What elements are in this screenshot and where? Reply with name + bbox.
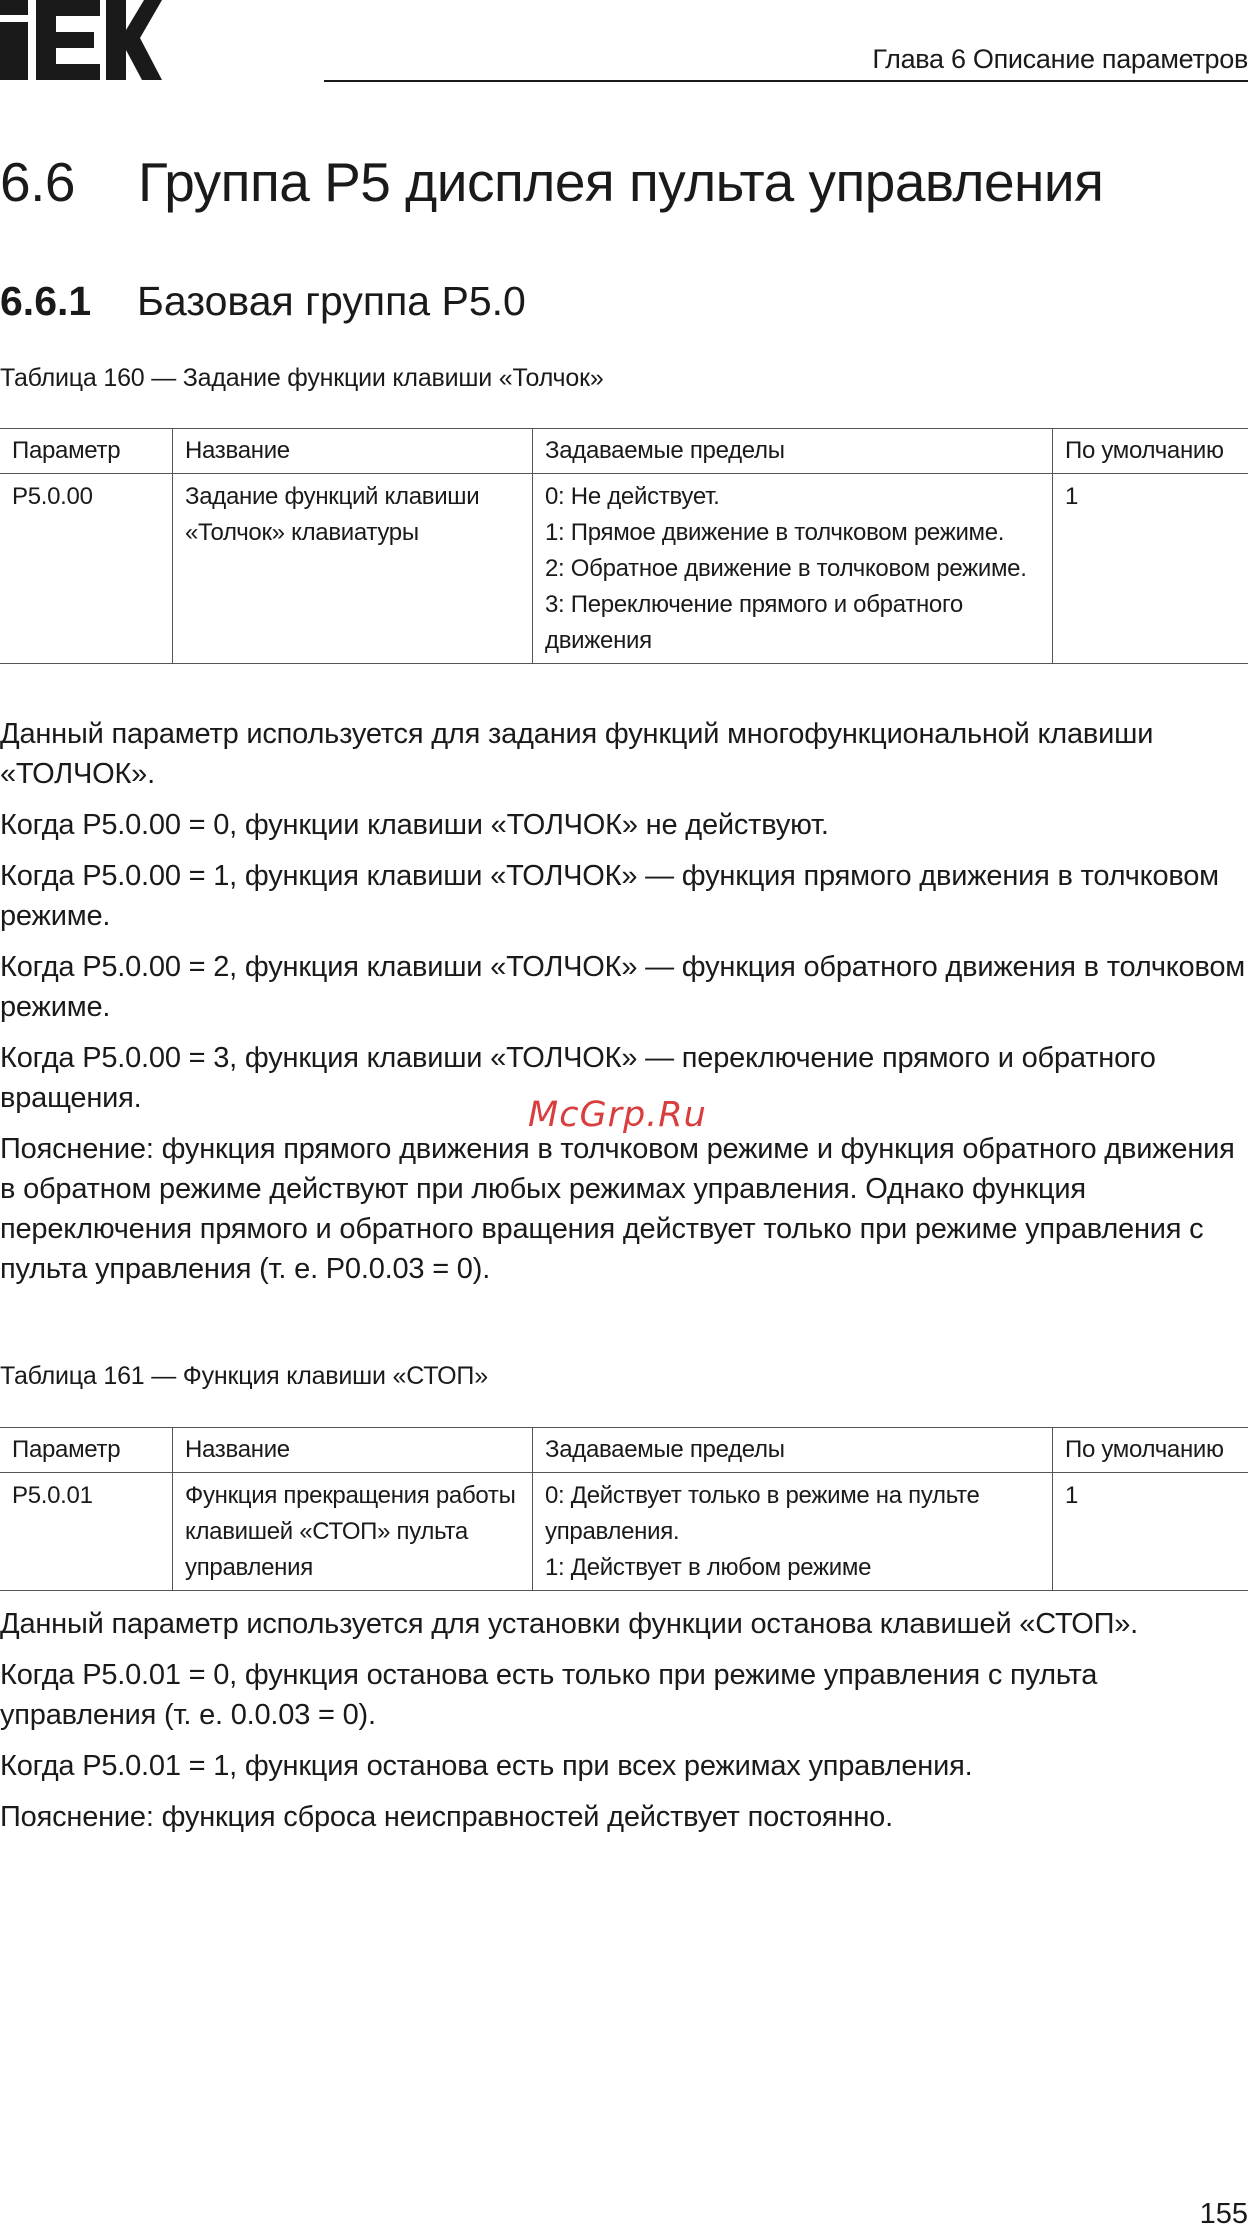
header-range: Задаваемые пределы — [533, 1428, 1053, 1473]
parameter-table-161 — [0, 1427, 1248, 1591]
header-param: Параметр — [0, 429, 173, 474]
header-param: Параметр — [0, 1428, 173, 1473]
chapter-header: Глава 6 Описание параметров — [872, 44, 1248, 74]
paragraph: Когда Р5.0.00 = 0, функции клавиши «ТОЛЧОК» не действуют. — [0, 809, 829, 841]
subsection-heading — [0, 278, 526, 325]
table-caption-160: Таблица 160 — Задание функции клавиши «Толчок» — [0, 364, 604, 392]
paragraph: Данный параметр используется для задания функций многофункциональной клавиши «ТОЛЧОК». — [0, 718, 1154, 790]
paragraph: Когда Р5.0.01 = 0, функция останова есть только при режиме управления с пульта управления (т. е. 0.0.03 = 0). — [0, 1659, 1098, 1731]
paragraph: Данный параметр используется для установки функции останова клавишей «СТОП». — [0, 1608, 1139, 1640]
watermark: McGrp.Ru — [528, 1095, 707, 1135]
paragraph: Когда Р5.0.01 = 1, функция останова есть при всех режимах управления. — [0, 1750, 973, 1782]
range-option: 0: Действует только в режиме на пульте управления. — [545, 1482, 980, 1545]
page-number: 155 — [1199, 2198, 1248, 2230]
section-number: 6.6 — [0, 151, 75, 213]
subsection-title: Базовая группа Р5.0 — [137, 278, 526, 324]
range-option: 2: Обратное движение в толчковом режиме. — [545, 555, 1027, 582]
header-default: По умолчанию — [1053, 1428, 1248, 1473]
header-range: Задаваемые пределы — [533, 429, 1053, 474]
cell-param: Р5.0.01 — [0, 1473, 173, 1591]
table-header-row — [0, 1428, 1248, 1473]
header-default: По умолчанию — [1053, 429, 1248, 474]
table-row — [0, 1473, 1248, 1591]
section-heading — [0, 150, 1103, 214]
header-name: Название — [173, 429, 533, 474]
cell-name: Задание функций клавиши «Толчок» клавиатуры — [173, 474, 533, 664]
range-option: 0: Не действует. — [545, 483, 720, 510]
header-name: Название — [173, 1428, 533, 1473]
description-block-1 — [0, 714, 1248, 1300]
description-block-2 — [0, 1604, 1248, 1848]
section-title: Группа Р5 дисплея пульта управления — [138, 151, 1104, 213]
paragraph: Когда Р5.0.00 = 2, функция клавиши «ТОЛЧОК» — функция обратного движения в толчковом режиме. — [0, 951, 1246, 1023]
table-caption-161: Таблица 161 — Функция клавиши «СТОП» — [0, 1362, 488, 1390]
range-option: 3: Переключение прямого и обратного движения — [545, 591, 963, 654]
cell-range — [533, 1473, 1053, 1591]
paragraph: Когда Р5.0.00 = 1, функция клавиши «ТОЛЧОК» — функция прямого движения в толчковом режиме. — [0, 860, 1219, 932]
cell-param: Р5.0.00 — [0, 474, 173, 664]
parameter-table-160 — [0, 428, 1248, 664]
table-row — [0, 474, 1248, 664]
cell-range — [533, 474, 1053, 664]
range-option: 1: Действует в любом режиме — [545, 1554, 872, 1581]
header-rule — [324, 80, 1248, 82]
range-option: 1: Прямое движение в толчковом режиме. — [545, 519, 1005, 546]
iek-logo — [0, 0, 162, 80]
cell-default: 1 — [1053, 474, 1248, 664]
subsection-number: 6.6.1 — [0, 278, 92, 324]
paragraph: Пояснение: функция прямого движения в толчковом режиме и функция обратного движения в обратном режиме действуют при любых режимах управления. Однако функция переключения прямого и обратного вращения действует только при режиме управления с пульта управления (т. е. Р0.0.03 = 0). — [0, 1133, 1235, 1285]
paragraph: Пояснение: функция сброса неисправностей действует постоянно. — [0, 1801, 893, 1833]
cell-default: 1 — [1053, 1473, 1248, 1591]
table-header-row — [0, 429, 1248, 474]
cell-name: Функция прекращения работы клавишей «СТОП» пульта управления — [173, 1473, 533, 1591]
paragraph: Когда Р5.0.00 = 3, функция клавиши «ТОЛЧОК» — переключение прямого и обратного вращения. — [0, 1042, 1156, 1114]
